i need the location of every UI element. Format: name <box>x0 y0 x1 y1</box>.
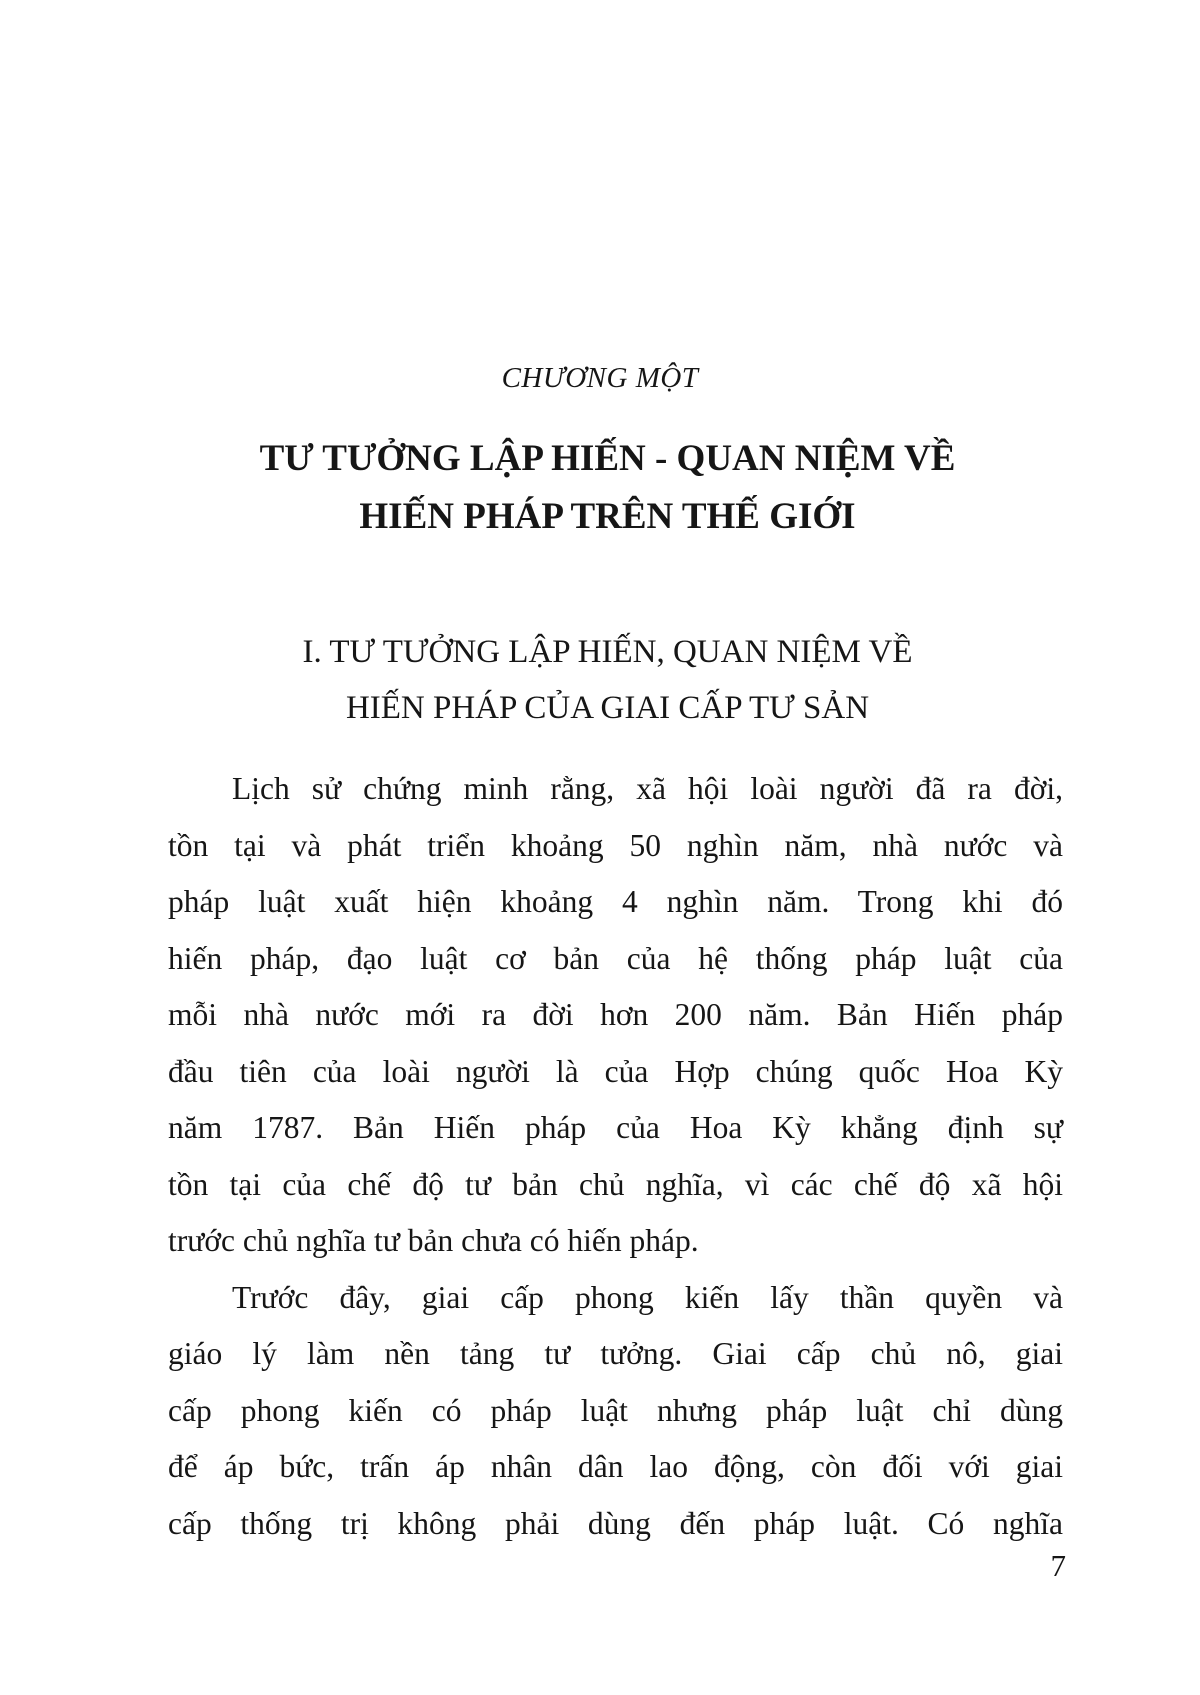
text-line: cấp phong kiến có pháp luật nhưng pháp luật chỉ dùng <box>168 1392 1063 1428</box>
text-line: tồn tại của chế độ tư bản chủ nghĩa, vì các chế độ xã hội <box>168 1166 1063 1202</box>
body-text <box>168 761 1063 1552</box>
chapter-label: CHƯƠNG MỘT <box>501 362 699 394</box>
text-line: pháp luật xuất hiện khoảng 4 nghìn năm. Trong khi đó <box>168 884 1063 919</box>
page-number: 7 <box>1050 1548 1066 1583</box>
text-line: tồn tại và phát triển khoảng 50 nghìn năm, nhà nước và <box>168 827 1063 863</box>
chapter-title-line: HIẾN PHÁP TRÊN THẾ GIỚI <box>359 496 856 537</box>
chapter-title-line: TƯ TƯỞNG LẬP HIẾN - QUAN NIỆM VỀ <box>259 438 956 479</box>
chapter-title <box>200 430 1015 546</box>
text-line: cấp thống trị không phải dùng đến pháp luật. Có nghĩa <box>168 1505 1063 1541</box>
text-line: năm 1787. Bản Hiến pháp của Hoa Kỳ khẳng định sự <box>168 1110 1063 1145</box>
text-line: hiến pháp, đạo luật cơ bản của hệ thống pháp luật của <box>168 940 1063 976</box>
section-title <box>240 624 975 736</box>
text-line: giáo lý làm nền tảng tư tưởng. Giai cấp chủ nô, giai <box>168 1336 1063 1371</box>
section-title-line: HIẾN PHÁP CỦA GIAI CẤP TƯ SẢN <box>345 690 870 726</box>
text-line: Trước đây, giai cấp phong kiến lấy thần quyền và <box>232 1279 1063 1315</box>
text-line: đầu tiên của loài người là của Hợp chúng quốc Hoa Kỳ <box>168 1053 1063 1089</box>
text-line: Lịch sử chứng minh rằng, xã hội loài người đã ra đời, <box>232 771 1063 806</box>
text-line: mỗi nhà nước mới ra đời hơn 200 năm. Bản Hiến pháp <box>168 997 1063 1032</box>
paragraph <box>168 761 1063 1270</box>
text-line: để áp bức, trấn áp nhân dân lao động, còn đối với giai <box>168 1449 1063 1484</box>
section-title-line: I. TƯ TƯỞNG LẬP HIẾN, QUAN NIỆM VỀ <box>302 634 913 670</box>
text-line: trước chủ nghĩa tư bản chưa có hiến pháp. <box>168 1223 699 1258</box>
paragraph <box>168 1270 1063 1553</box>
